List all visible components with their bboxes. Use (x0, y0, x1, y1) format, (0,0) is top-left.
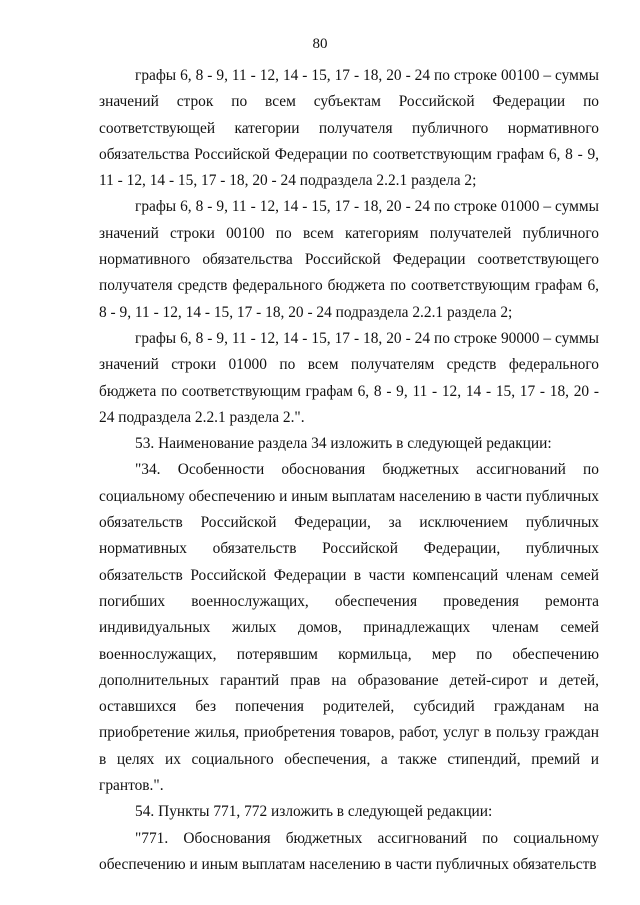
paragraph-graphs-00100: графы 6, 8 - 9, 11 - 12, 14 - 15, 17 - 18, 20 - 24 по строке 00100 – суммы значений строк по всем субъектам Российской Федерации по соответствующей категории получателя публичного нормативного обязательства Российской Федерации по соответствующим графам 6, 8 - 9, 11 - 12, 14 - 15, 17 - 18, 20 - 24 подраздела 2.2.1 раздела 2; (99, 67, 599, 190)
paragraph-point-771: "771. Обоснования бюджетных ассигнований по социальному обеспечению и иным выплатам населению в части публичных обязательств (99, 829, 599, 873)
paragraph-item-54: 54. Пункты 771, 772 изложить в следующей редакции: (135, 803, 493, 821)
paragraph-graphs-90000: графы 6, 8 - 9, 11 - 12, 14 - 15, 17 - 18, 20 - 24 по строке 90000 – суммы значений строки 01000 по всем получателям средств федерального бюджета по соответствующим графам 6, 8 - 9, 11 - 12, 14 - 15, 17 - 18, 20 - 24 подраздела 2.2.1 раздела 2.". (99, 329, 599, 426)
page-number: 80 (312, 36, 328, 52)
paragraph-section-34-title: "34. Особенности обоснования бюджетных ассигнований по социальному обеспечению и иным выплатам населению в части публичных обязательств Российской Федерации, за исключением публичных нормативных обязательств Российской Федерации, публичных обязательств Российской Федерации в части компенсаций членам семей погибших военнослужащих, обеспечения проведения ремонта индивидуальных жилых домов, принадлежащих членам семей военнослужащих, потерявшим кормильца, мер по обеспечению дополнительных гарантий прав на образование детей-сирот и детей, оставшихся без попечения родителей, субсидий гражданам на приобретение жилья, приобретения товаров, работ, услуг в пользу граждан в целях их социального обеспечения, а также стипендий, премий и грантов.". (99, 461, 599, 795)
paragraph-graphs-01000: графы 6, 8 - 9, 11 - 12, 14 - 15, 17 - 18, 20 - 24 по строке 01000 – суммы значений строки 00100 по всем категориям получателей публичного нормативного обязательства Российской Федерации соответствующего получателя средств федерального бюджета по соответствующим графам 6, 8 - 9, 11 - 12, 14 - 15, 17 - 18, 20 - 24 подраздела 2.2.1 раздела 2; (99, 198, 599, 321)
paragraph-item-53: 53. Наименование раздела 34 изложить в следующей редакции: (135, 435, 552, 453)
document-body (99, 63, 599, 878)
